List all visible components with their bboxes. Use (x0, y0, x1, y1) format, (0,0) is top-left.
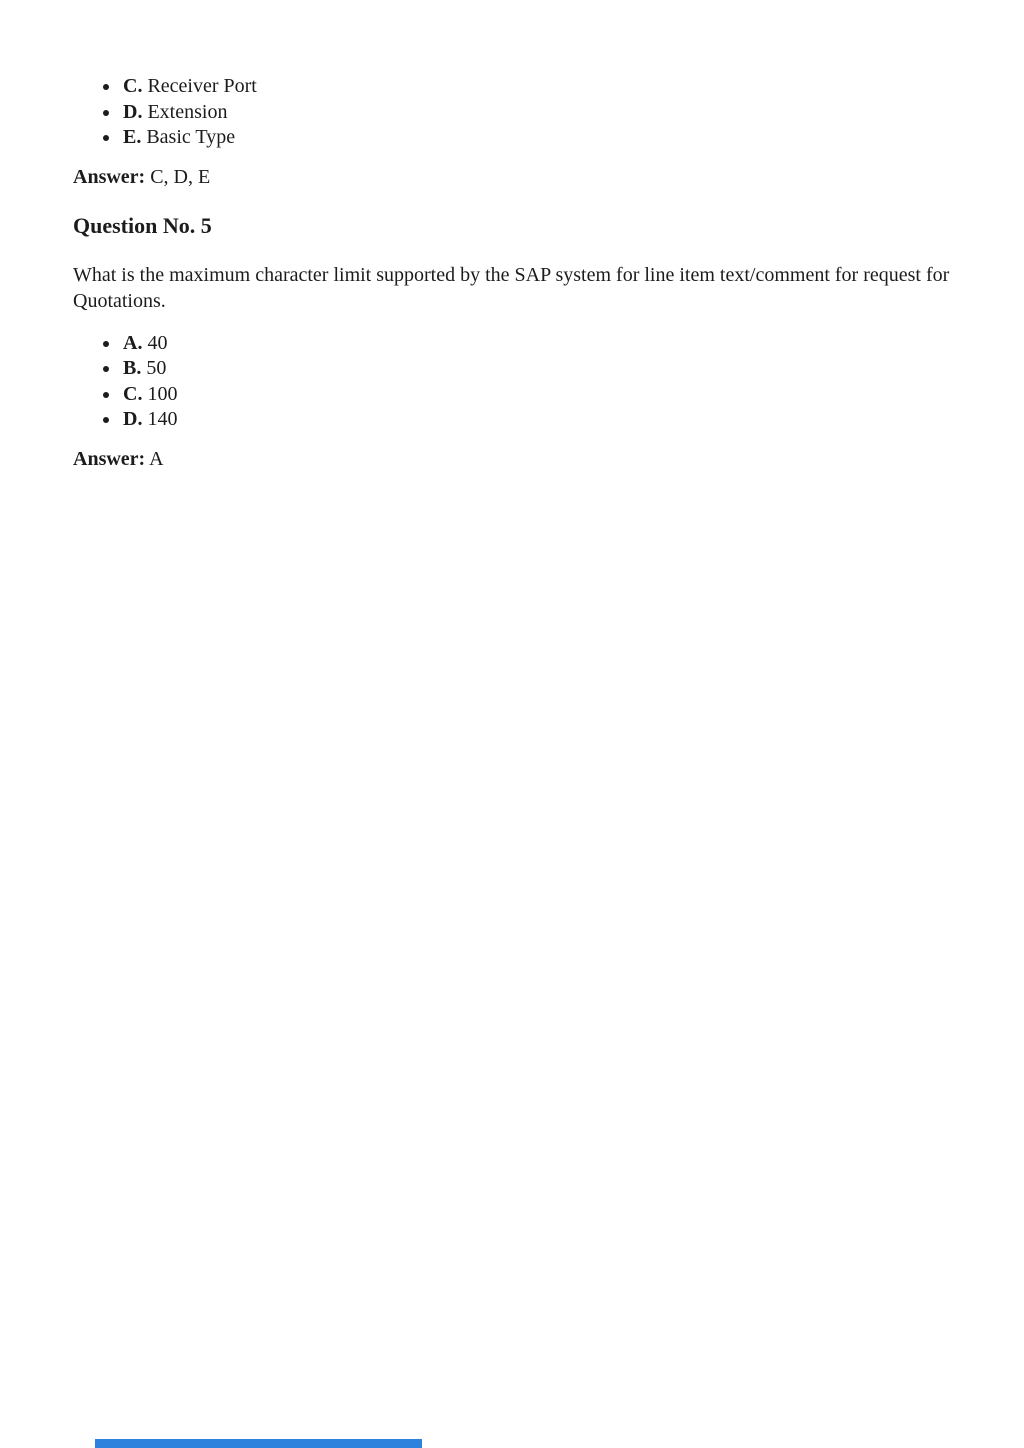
option-item-d (121, 100, 951, 126)
option-letter: D. (123, 408, 143, 431)
option-item-a (121, 331, 951, 357)
option-letter: C. (123, 75, 143, 97)
option-letter: C. (123, 382, 143, 405)
option-text: 50 (146, 357, 167, 380)
option-item-b (121, 356, 951, 382)
option-text: Receiver Port (147, 75, 257, 97)
option-item-e (121, 125, 951, 151)
option-text: 100 (147, 382, 178, 405)
option-text: 140 (147, 408, 178, 431)
option-text: 40 (147, 331, 168, 354)
option-item-c (121, 382, 951, 408)
answer-label: Answer: (73, 447, 146, 470)
question-heading: Question No. 5 (73, 213, 212, 239)
option-letter: E. (123, 126, 142, 149)
option-letter: A. (123, 331, 143, 354)
option-text: Extension (147, 100, 228, 123)
answer-label: Answer: (73, 165, 146, 188)
bottom-blue-bar[interactable] (95, 1439, 422, 1448)
question-answer-line (73, 447, 951, 473)
option-letter: B. (123, 357, 142, 380)
question-options-list (73, 331, 951, 433)
question-text: What is the maximum character limit supported by the SAP system for line item text/comment for request for Quotations. (73, 264, 950, 312)
option-letter: D. (123, 100, 143, 123)
answer-value: C, D, E (150, 165, 211, 188)
option-item-d (121, 407, 951, 433)
answer-value: A (149, 447, 164, 470)
prev-question-options-list (73, 74, 951, 151)
option-text: Basic Type (146, 126, 236, 149)
exam-document-page (0, 0, 1024, 473)
prev-question-answer-line (73, 165, 951, 191)
option-item-c (121, 74, 951, 100)
